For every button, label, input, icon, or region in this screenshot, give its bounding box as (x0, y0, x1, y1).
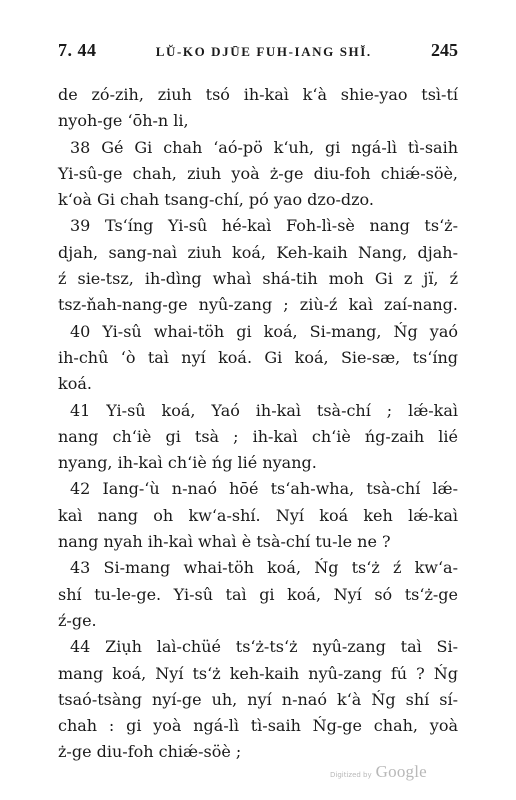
verse-42-start: 42 Iang-‘ù n-naó hōé ts‘ah-wha, tsà-chí lǽ- (70, 479, 458, 499)
text-line: nyoh-ge ‘ōh-n li, (58, 111, 189, 131)
text-line: kaì nang oh kw‘a-shí. Nyí koá keh lǽ-kaì (58, 505, 458, 525)
verse-39-start: 39 Ts‘íng Yi-sû hé-kaì Foh-lì-sè nang ts‘ż- (70, 216, 458, 236)
scripture-text (58, 82, 458, 766)
text-line: ź-ge. (58, 610, 97, 630)
verse-41-start: 41 Yi-sû koá, Yaó ih-kaì tsà-chí ; lǽ-kaì (70, 400, 458, 420)
digitized-by-label: Digitized by (330, 771, 372, 779)
text-line: tsz-ňah-nang-ge nyû-zang ; ziù-ź kaì zaí-nang. (58, 295, 458, 315)
text-line: tsaó-tsàng nyí-ge uh, nyí n-naó k‘à Ńg shí sí- (58, 689, 458, 709)
running-header (58, 40, 458, 66)
text-line: ź sie-tsz, ih-dìng whaì shá-tih moh Gi z jï, ź (58, 269, 458, 289)
text-line: nyang, ih-kaì ch‘iè ńg lié nyang. (58, 453, 317, 473)
book-title: LŬ-KO DJŪE FUH-IANG SHĬ. (155, 44, 372, 59)
verse-44-start: 44 Ziụh laì-chüé ts‘ż-ts‘ż nyû-zang taì Si- (70, 637, 458, 657)
text-line: chah : gi yoà ngá-lì tì-saih Ńg-ge chah, yoà (58, 716, 458, 736)
text-line: de zó-zih, ziuh tsó ih-kaì k‘à shie-yao tsì-tí (58, 85, 458, 104)
text-line: ż-ge diu-foh chiǽ-söè ; (58, 742, 242, 762)
google-logo: Google (375, 762, 427, 781)
chapter-verse-ref: 7. 44 (58, 40, 97, 60)
text-line: shí tu-le-ge. Yi-sû taì gi koá, Nyí só ts‘ż-ge (58, 584, 458, 604)
text-line: Yi-sû-ge chah, ziuh yoà ż-ge diu-foh chiǽ-söè, (58, 163, 458, 183)
text-line: nang ch‘iè gi tsà ; ih-kaì ch‘iè ńg-zaih lié (58, 426, 458, 446)
text-line: ih-chû ‘ò taì nyí koá. Gi koá, Sie-sæ, ts‘íng (58, 347, 458, 367)
text-line: djah, sang-naì ziuh koá, Keh-kaih Nang, djah- (58, 242, 458, 262)
text-line: k‘oà Gi chah tsang-chí, pó yao dzo-dzo. (58, 190, 374, 210)
page-number: 245 (430, 40, 458, 60)
text-line: nang nyah ih-kaì whaì è tsà-chí tu-le ne ? (58, 532, 391, 552)
verse-40-start: 40 Yi-sû whai-töh gi koá, Si-mang, Ńg yaó (70, 321, 458, 341)
verse-38-start: 38 Gé Gi chah ‘aó-pö k‘uh, gi ngá-lì tì-saih (70, 137, 458, 157)
text-line: koá. (58, 374, 92, 394)
text-line: mang koá, Nyí ts‘ż keh-kaih nyû-zang fú ? Ńg (58, 663, 458, 683)
verse-43-start: 43 Si-mang whai-töh koá, Ńg ts‘ż ź kw‘a- (70, 558, 458, 578)
digitized-watermark (330, 762, 427, 782)
